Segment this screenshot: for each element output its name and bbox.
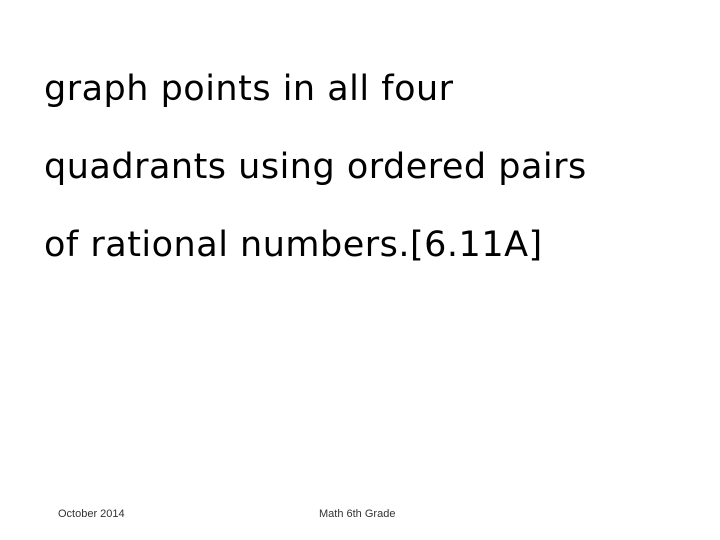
footer-center-text: Math 6th Grade	[319, 508, 396, 520]
slide-body-text	[44, 58, 704, 292]
body-line-1: graph points in all four	[44, 69, 454, 109]
body-line-3: of rational numbers.[6.11A]	[44, 225, 543, 265]
body-line-2: quadrants using ordered pairs	[44, 147, 587, 187]
footer-date: October 2014	[58, 508, 125, 520]
